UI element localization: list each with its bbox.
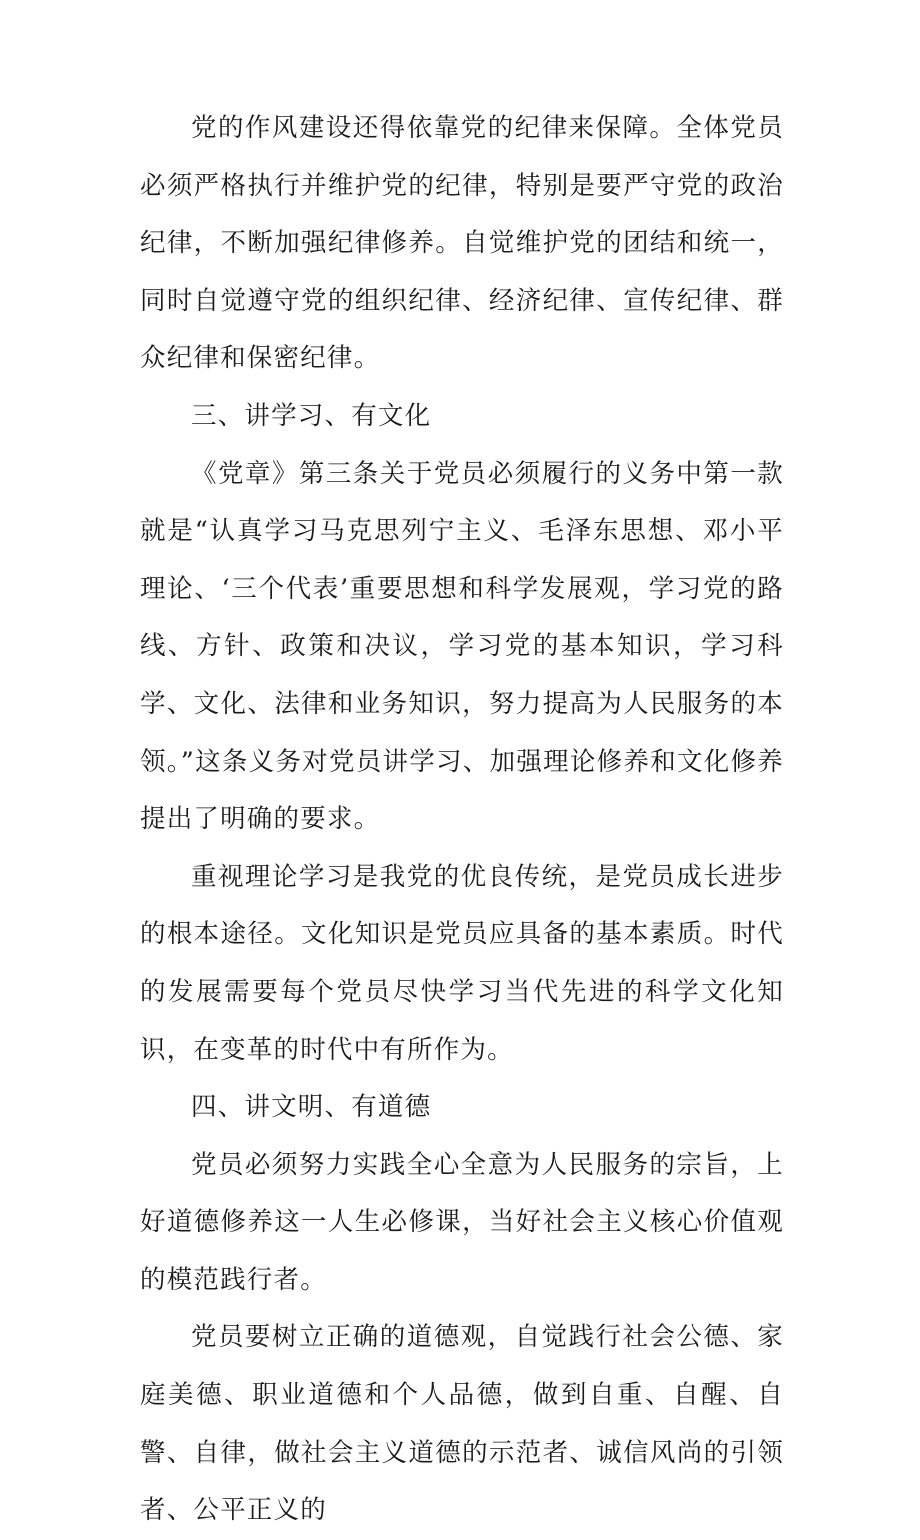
section-heading-study: 三、讲学习、有文化 bbox=[191, 400, 432, 431]
paragraph-serve-people: 党员必须努力实践全心全意为人民服务的宗旨，上好道德修养这一人生必修课，当好社会主义核心价值观的模范践行者。 bbox=[140, 1149, 784, 1295]
section-heading-morality: 四、讲文明、有道德 bbox=[191, 1092, 432, 1123]
paragraph-discipline: 党的作风建设还得依靠党的纪律来保障。全体党员必须严格执行并维护党的纪律，特别是要严守党的政治纪律，不断加强纪律修养。自觉维护党的团结和统一，同时自觉遵守党的组织纪律、经济纪律、宣传纪律、群众纪律和保密纪律。 bbox=[140, 113, 784, 374]
paragraph-theory-study: 重视理论学习是我党的优良传统，是党员成长进步的根本途径。文化知识是党员应具备的基本素质。时代的发展需要每个党员尽快学习当代先进的科学文化知识，在变革的时代中有所作为。 bbox=[140, 861, 784, 1065]
paragraph-party-charter: 《党章》第三条关于党员必须履行的义务中第一款就是“认真学习马克思列宁主义、毛泽东思想、邓小平理论、‘三个代表’重要思想和科学发展观，学习党的路线、方针、政策和决议，学习党的基本知识，学习科学、文化、法律和业务知识，努力提高为人民服务的本领。”这条义务对党员讲学习、加强理论修养和文化修养提出了明确的要求。 bbox=[140, 458, 784, 835]
paragraph-moral-values: 党员要树立正确的道德观，自觉践行社会公德、家庭美德、职业道德和个人品德，做到自重、自醒、自警、自律，做社会主义道德的示范者、诚信风尚的引领者、公平正义的 bbox=[140, 1322, 784, 1526]
document-body bbox=[140, 100, 784, 1540]
